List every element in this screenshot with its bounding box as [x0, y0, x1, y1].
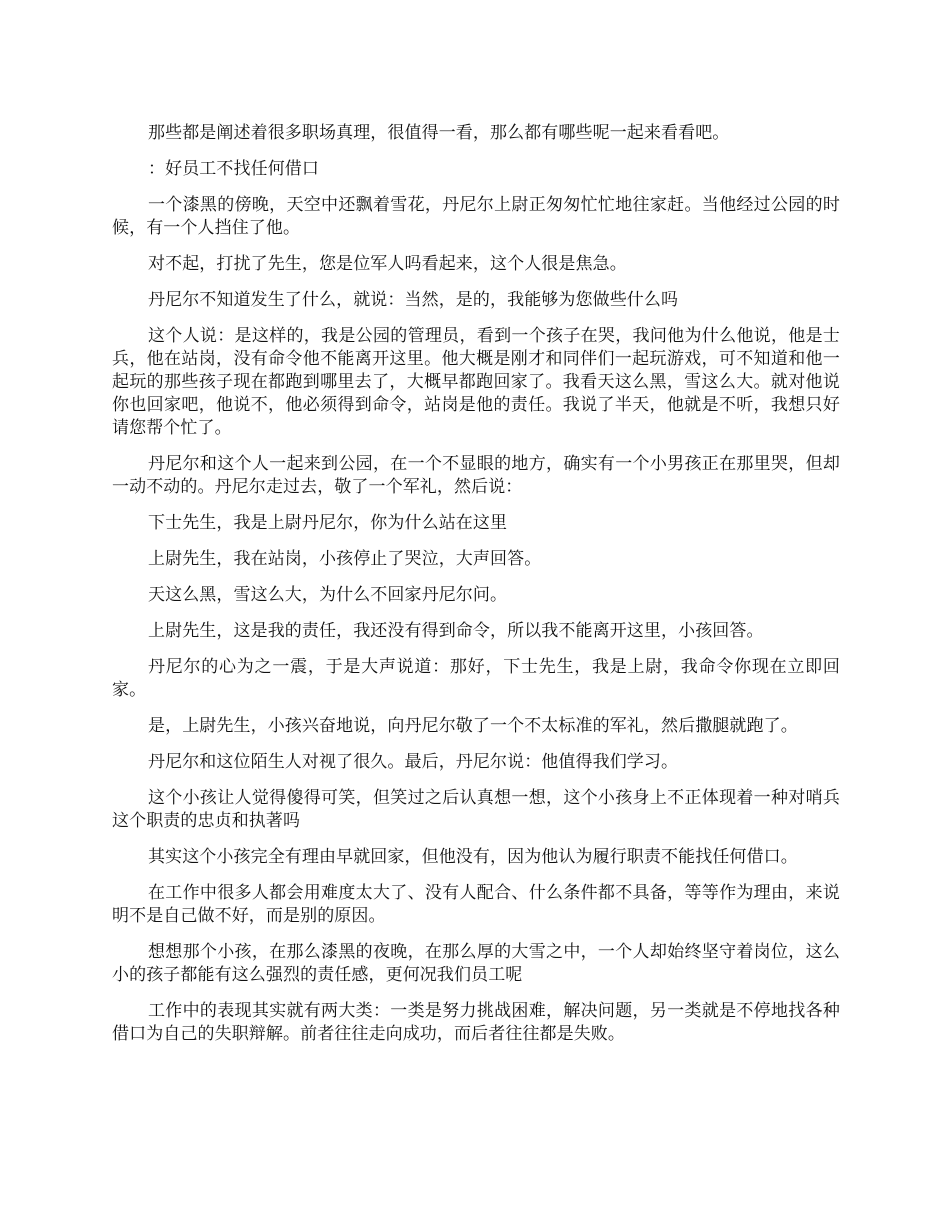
body-paragraph: 其实这个小孩完全有理由早就回家，但他没有，因为他认为履行职责不能找任何借口。 [148, 847, 798, 867]
body-paragraph: 是，上尉先生，小孩兴奋地说，向丹尼尔敬了一个不太标准的军礼，然后撒腿就跑了。 [148, 716, 798, 736]
body-paragraph: 丹尼尔和这位陌生人对视了很久。最后，丹尼尔说：他值得我们学习。 [148, 752, 679, 772]
body-paragraph: 丹尼尔不知道发生了什么，就说：当然，是的，我能够为您做些什么吗 [148, 290, 679, 310]
body-paragraph: 下士先生，我是上尉丹尼尔，你为什么站在这里 [148, 513, 508, 533]
section-heading: ：好员工不找任何借口 [148, 159, 319, 179]
body-paragraph: 对不起，打扰了先生，您是位军人吗看起来，这个人很是焦急。 [148, 254, 627, 274]
body-paragraph: 上尉先生，我在站岗，小孩停止了哭泣，大声回答。 [148, 549, 542, 569]
body-paragraph: 丹尼尔的心为之一震，于是大声说道：那好，下士先生，我是上尉，我命令你现在立即回家。 [112, 657, 840, 700]
conclusion-paragraph: 工作中的表现其实就有两大类：一类是努力挑战困难，解决问题，另一类就是不停地找各种借口为自己的失职辩解。前者往往走向成功，而后者往往都是失败。 [112, 1001, 840, 1044]
intro-paragraph: 那些都是阐述着很多职场真理，很值得一看，那么都有哪些呢一起来看看吧。 [148, 123, 730, 143]
body-paragraph: 这个人说：是这样的，我是公园的管理员，看到一个孩子在哭，我问他为什么他说，他是士兵，他在站岗，没有命令他不能离开这里。他大概是刚才和同伴们一起玩游戏，可不知道和他一起玩的那些孩子现在都跑到哪里去了，大概早都跑回家了。我看天这么黑，雪这么大。就对他说你也回家吧，他说不，他必须得到命令，站岗是他的责任。我说了半天，他就是不听，我想只好请您帮个忙了。 [112, 326, 840, 438]
body-paragraph: 天这么黑，雪这么大，为什么不回家丹尼尔问。 [148, 585, 508, 605]
body-paragraph: 一个漆黑的傍晚，天空中还飘着雪花，丹尼尔上尉正匆匆忙忙地往家赶。当他经过公园的时候，有一个人挡住了他。 [112, 195, 840, 238]
body-paragraph: 想想那个小孩，在那么漆黑的夜晚，在那么厚的大雪之中，一个人却始终坚守着岗位，这么小的孩子都能有这么强烈的责任感，更何况我们员工呢 [112, 942, 840, 985]
document-body [112, 122, 840, 1059]
body-paragraph: 这个小孩让人觉得傻得可笑，但笑过之后认真想一想，这个小孩身上不正体现着一种对哨兵这个职责的忠贞和执著吗 [112, 788, 840, 831]
body-paragraph: 上尉先生，这是我的责任，我还没有得到命令，所以我不能离开这里，小孩回答。 [148, 621, 764, 641]
body-paragraph: 在工作中很多人都会用难度太大了、没有人配合、什么条件都不具备，等等作为理由，来说明不是自己做不好，而是别的原因。 [112, 883, 840, 926]
body-paragraph: 丹尼尔和这个人一起来到公园，在一个不显眼的地方，确实有一个小男孩正在那里哭，但却一动不动的。丹尼尔走过去，敬了一个军礼，然后说： [112, 454, 840, 497]
